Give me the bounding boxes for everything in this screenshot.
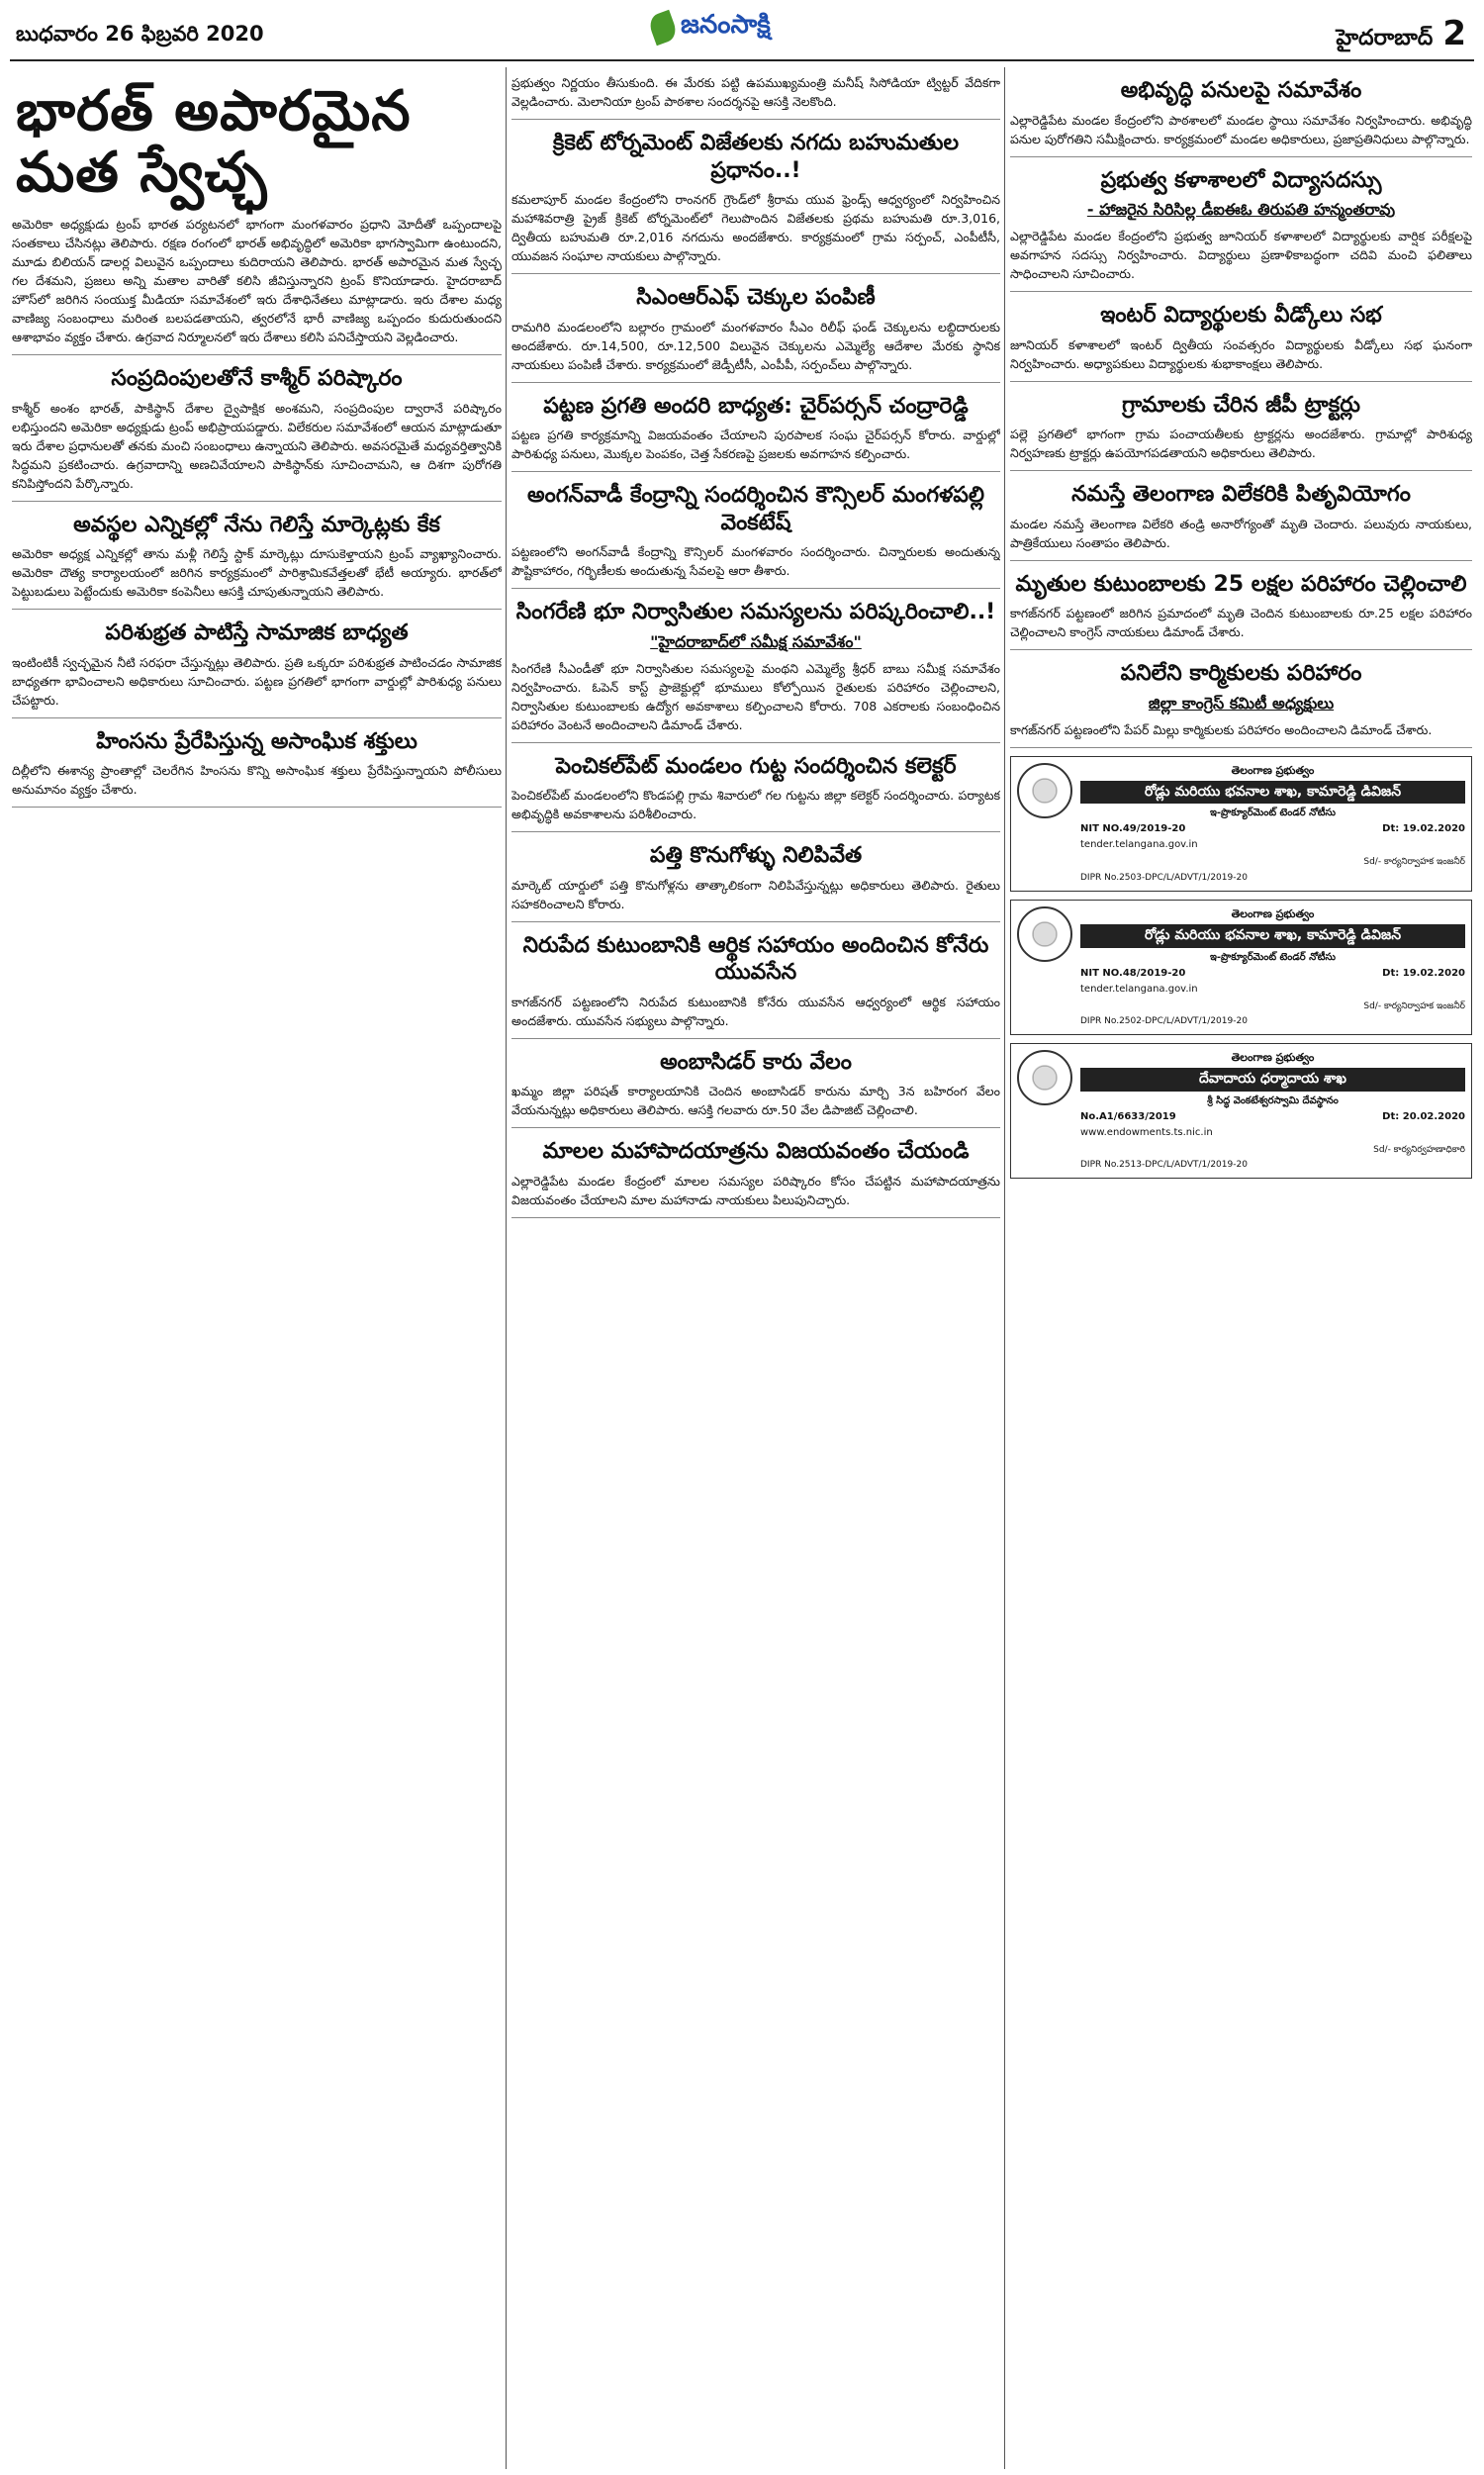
- article: [511, 922, 1000, 1039]
- article: [1010, 650, 1472, 748]
- logo: [651, 6, 849, 49]
- article-headline: అభివృద్ధి పనులపై సమావేశం: [1120, 78, 1362, 103]
- article-headline: అవస్థల ఎన్నికల్లో నేను గెలిస్తే మార్కెట్లకు కేక: [73, 512, 440, 537]
- govt-emblem-icon: [1017, 906, 1072, 962]
- article-headline: నమస్తే తెలంగాణ విలేకరికి పితృవియోగం: [1071, 482, 1411, 507]
- masthead: [10, 0, 1474, 61]
- article-headline: క్రికెట్ టోర్నమెంట్ విజేతలకు నగదు బహుమతుల ప్రధానం..!: [552, 131, 960, 183]
- tender-advertisement: [1010, 900, 1472, 1035]
- ad-date: Dt: 20.02.2020: [1382, 1110, 1465, 1122]
- article: [1010, 561, 1472, 651]
- ad-subtitle: శ్రీ సిద్ధ వెంకటేశ్వరస్వామి దేవస్థానం: [1207, 1095, 1339, 1106]
- article: [1010, 471, 1472, 561]
- logo-text: జనంసాక్షి: [681, 10, 771, 40]
- article: [12, 718, 502, 809]
- issue-date: బుధవారం 26 ఫిబ్రవరి 2020: [16, 22, 264, 46]
- article: [511, 120, 1000, 274]
- article-body: రామగిరి మండలంలోని బల్లారం గ్రామంలో మంగళవారం సీఎం రిలీఫ్ ఫండ్ చెక్కులను లబ్ధిదారులకు అందజేశారు. రూ.14,500, రూ.12,500 విలువైన చెక్కులను ఎమ్మెల్యే ఆదేశాల మేరకు స్థానిక నాయకులు పంపిణీ చేశారు. కార్యక్రమంలో జెడ్పీటీసీ, ఎంపీపీ, సర్పంచ్‌లు పాల్గొన్నారు.: [511, 319, 1000, 372]
- article: [511, 743, 1000, 833]
- tender-advertisement: [1010, 1043, 1472, 1179]
- article: [511, 832, 1000, 922]
- article-headline: పత్తి కొనుగోళ్ళు నిలిపివేత: [649, 843, 863, 868]
- article-body: జూనియర్ కళాశాలలో ఇంటర్ ద్వితీయ సంవత్సరం విద్యార్థులకు వీడ్కోలు సభ ఘనంగా నిర్వహించారు. అధ్యాపకులు విద్యార్థులకు శుభాకాంక్షలు తెలిపారు.: [1010, 336, 1472, 371]
- article: [511, 67, 1000, 120]
- ad-subtitle: ఇ-ప్రొక్యూర్‌మెంట్ టెండర్ నోటీసు: [1209, 951, 1337, 963]
- leaf-logo-icon: [647, 10, 680, 46]
- ad-signature: Sd/- కార్యనిర్వాహక ఇంజనీర్: [1363, 857, 1465, 868]
- article-body: ఎల్లారెడ్డిపేట మండల కేంద్రంలోని పాఠశాలలో మండల స్థాయి సమావేశం నిర్వహించారు. అభివృద్ధి పనుల పురోగతిని సమీక్షించారు. కార్యక్రమంలో మండల అధికారులు, ప్రజాప్రతినిధులు పాల్గొన్నారు.: [1010, 112, 1472, 146]
- article-body: పట్టణ ప్రగతి కార్యక్రమాన్ని విజయవంతం చేయాలని పురపాలక సంఘ చైర్‌పర్సన్ కోరారు. వార్డుల్లో పారిశుధ్య పనులు, మొక్కల పెంపకం, చెత్త సేకరణపై ప్రజలకు అవగాహన కల్పించారు.: [511, 428, 1000, 461]
- ad-department: తెలంగాణ ప్రభుత్వం: [1231, 1050, 1315, 1064]
- article-body: దిల్లీలోని ఈశాన్య ప్రాంతాల్లో చెలరేగిన హింసను కొన్ని అసాంఘిక శక్తులు ప్రేరేపిస్తున్నాయని పోలీసులు అనుమానం వ్యక్తం చేశారు.: [12, 763, 502, 798]
- article-body: ఖమ్మం జిల్లా పరిషత్ కార్యాలయానికి చెందిన అంబాసిడర్ కారును మార్చి 3న బహిరంగ వేలం వేయనున్నట్లు అధికారులు తెలిపారు. ఆసక్తి గలవారు రూ.50 వేల డిపాజిట్ చెల్లించాలి.: [511, 1084, 1000, 1117]
- article-subheadline: జిల్లా కాంగ్రెస్ కమిటీ అధ్యక్షులు: [1148, 693, 1335, 713]
- ad-date: Dt: 19.02.2020: [1382, 823, 1465, 835]
- page-info: [1336, 14, 1466, 55]
- column-3: [1010, 67, 1472, 2469]
- article-headline: ప్రభుత్వ కళాశాలలో విద్యాసదస్సు: [1100, 167, 1382, 193]
- ad-dipr: DIPR No.2502-DPC/L/ADVT/1/2019-20: [1080, 1016, 1248, 1027]
- column-2: [511, 67, 1000, 2469]
- article-body: కాగజ్‌నగర్ పట్టణంలోని పేపర్ మిల్లు కార్మికులకు పరిహారం అందించాలని డిమాండ్ చేశారు.: [1010, 721, 1433, 737]
- ad-website: tender.telangana.gov.in: [1080, 839, 1198, 851]
- article: [12, 355, 502, 502]
- article-headline: పరిశుభ్రత పాటిస్తే సామాజిక బాధ్యత: [105, 620, 409, 646]
- article-body: అమెరికా అధ్యక్షుడు ట్రంప్ భారత పర్యటనలో భాగంగా మంగళవారం ప్రధాని మోదీతో ఒప్పందాలపై సంతకాలు చేసినట్లు తెలిపారు. రక్షణ రంగంలో భారత్ అభివృద్ధిలో అమెరికా భాగస్వామిగా ఉంటుందని, మూడు బిలియన్ డాలర్ల విలువైన ఒప్పందాలు కుదిరాయని తెలిపారు. భారత్ అపారమైన మత స్వేచ్ఛ గల దేశమని, ప్రజలు అన్ని మతాల వారితో కలిసి జీవిస్తున్నారని ట్రంప్ కొనియాడారు. హైదరాబాద్ హౌస్‌లో జరిగిన సంయుక్త మీడియా సమావేశంలో ఇరు దేశాధినేతలు మాట్లాడారు. ఇరు దేశాల మధ్య వాణిజ్య సంబంధాలు మరింత బలపడతాయని, త్వరలోనే భారీ వాణిజ్య ఒప్పందం కుదురుతుందని ఆశాభావం వ్యక్తం చేశారు. ఉగ్రవాద నిర్మూలనలో ఇరు దేశాలు కలిసి పనిచేస్తాయని వెల్లడించారు.: [12, 217, 502, 345]
- article-body: సింగరేణి సీఎండీతో భూ నిర్వాసితుల సమస్యలపై మంథని ఎమ్మెల్యే శ్రీధర్ బాబు సమీక్ష సమావేశం నిర్వహించారు. ఓపెన్ కాస్ట్ ప్రాజెక్టుల్లో భూములు కోల్పోయిన రైతులకు పరిహారం చెల్లించాలని, నిర్వాసితుల కుటుంబాలకు ఉద్యోగ అవకాశాలు కల్పించాలని కోరారు. 708 ఎకరాలకు సంబంధించిన పరిహారం వెంటనే అందించాలని డిమాండ్ చేశారు.: [511, 660, 1000, 732]
- ad-signature: Sd/- కార్యనిర్వహణాధికారి: [1373, 1144, 1465, 1155]
- lead-story: [12, 67, 502, 355]
- article-body: ఎల్లారెడ్డిపేట మండల కేంద్రంలో మాలల సమస్యల పరిష్కారం కోసం చేపట్టిన మహాపాదయాత్రను విజయవంతం చేయాలని మాల మహానాడు నాయకులు పిలుపునిచ్చారు.: [511, 1173, 1000, 1207]
- article-headline: గ్రామాలకు చేరిన జీపీ ట్రాక్టర్లు: [1122, 392, 1360, 418]
- article: [12, 610, 502, 718]
- article-headline: పట్టణ ప్రగతి అందరి బాధ్యత: చైర్‌పర్సన్ చంద్రారెడ్డి: [543, 393, 969, 419]
- page-number: 2: [1442, 14, 1466, 53]
- article-body: అమెరికా అధ్యక్ష ఎన్నికల్లో తాను మళ్లీ గెలిస్తే స్టాక్ మార్కెట్లు దూసుకెళ్తాయని ట్రంప్ వ్యాఖ్యానించారు. అమెరికా దౌత్య కార్యాలయంలో జరిగిన కార్యక్రమంలో పారిశ్రామికవేత్తలతో భేటీ అయ్యారు. భారత్‌లో పెట్టుబడులు పెట్టేందుకు అమెరికా కంపెనీలు ఆసక్తి చూపుతున్నాయని తెలిపారు.: [12, 546, 502, 600]
- ad-website: www.endowments.ts.nic.in: [1080, 1126, 1213, 1138]
- article-headline: సింగరేణి భూ నిర్వాసితుల సమస్యలను పరిష్కరించాలి..!: [515, 600, 996, 624]
- article-body: పట్టణంలోని అంగన్‌వాడీ కేంద్రాన్ని కౌన్సిలర్ మంగళవారం సందర్శించారు. చిన్నారులకు అందుతున్న పౌష్టికాహారం, గర్భిణీలకు అందుతున్న సేవలపై ఆరా తీశారు.: [511, 544, 1000, 578]
- article-headline: అంగన్‌వాడీ కేంద్రాన్ని సందర్శించిన కౌన్సిలర్ మంగళపల్లి వెంకటేష్: [526, 483, 985, 535]
- article-headline: సిఎంఆర్ఎఫ్ చెక్కుల పంపిణీ: [636, 285, 876, 310]
- article: [511, 383, 1000, 473]
- ad-website: tender.telangana.gov.in: [1080, 983, 1198, 995]
- article: [1010, 382, 1472, 472]
- article: [511, 1128, 1000, 1218]
- column-1: [12, 67, 502, 2469]
- ad-nit: No.A1/6633/2019: [1080, 1110, 1176, 1122]
- ad-date: Dt: 19.02.2020: [1382, 967, 1465, 979]
- article-headline: ఇంటర్ విద్యార్థులకు వీడ్కోలు సభ: [1100, 303, 1382, 328]
- edition-city: హైదరాబాద్: [1336, 26, 1434, 50]
- article-body: కాశ్మీర్ అంశం భారత్, పాకిస్థాన్ దేశాల ద్వైపాక్షిక అంశమని, సంప్రదింపుల ద్వారానే పరిష్కారం లభిస్తుందని అమెరికా అధ్యక్షుడు ట్రంప్ అభిప్రాయపడ్డారు. విలేకరుల సమావేశంలో ఆయన మాట్లాడుతూ ఇరు దేశాల ప్రధానులతో తనకు మంచి సంబంధాలు ఉన్నాయని తెలిపారు. అవసరమైతే మధ్యవర్తిత్వానికి సిద్ధమని ప్రకటించారు. ఉగ్రవాదాన్ని అణచివేయాలని పాకిస్థాన్‌కు సూచించామని, ఆ దిశగా పురోగతి కనిపిస్తోందని పేర్కొన్నారు.: [12, 400, 502, 491]
- article-body: ఇంటింటికీ స్వచ్ఛమైన నీటి సరఫరా చేస్తున్నట్లు తెలిపారు. ప్రతి ఒక్కరూ పరిశుభ్రత పాటించడం సామాజిక బాధ్యతగా భావించాలని అధికారులు సూచించారు. పట్టణ ప్రగతిలో భాగంగా వార్డుల్లో పారిశుధ్య పనులు చేపట్టారు.: [12, 654, 502, 708]
- ad-dipr: DIPR No.2513-DPC/L/ADVT/1/2019-20: [1080, 1160, 1248, 1171]
- article-subheadline: "హైదరాబాద్‌లో సమీక్ష సమావేశం": [650, 631, 862, 651]
- article-body: పల్లె ప్రగతిలో భాగంగా గ్రామ పంచాయతీలకు ట్రాక్టర్లను అందజేశారు. గ్రామాల్లో పారిశుధ్య నిర్వహణకు ట్రాక్టర్లు ఉపయోగపడతాయని అధికారులు తెలిపారు.: [1010, 427, 1472, 460]
- ad-title: రోడ్లు మరియు భవనాల శాఖ, కామారెడ్డి డివిజన్: [1080, 924, 1465, 948]
- ad-nit: NIT NO.49/2019-20: [1080, 823, 1186, 835]
- lead-headline: భారత్ అపారమైన మత స్వేచ్ఛ: [16, 79, 412, 205]
- tender-advertisement: [1010, 756, 1472, 892]
- article-body: ప్రభుత్వం నిర్ణయం తీసుకుంది. ఈ మేరకు పట్టి ఉపముఖ్యమంత్రి మనీష్ సిసోడియా ట్విట్టర్ వేదికగా వెల్లడించారు. మెలానియా ట్రంప్ పాఠశాల సందర్శనపై ఆసక్తి నెలకొంది.: [511, 75, 1000, 109]
- ad-title: రోడ్లు మరియు భవనాల శాఖ, కామారెడ్డి డివిజన్: [1080, 781, 1465, 805]
- article: [12, 502, 502, 611]
- column-divider: [506, 67, 507, 2469]
- article: [511, 1039, 1000, 1129]
- govt-emblem-icon: [1017, 1050, 1072, 1105]
- article-headline: మాలల మహాపాదయాత్రను విజయవంతం చేయండి: [542, 1139, 970, 1164]
- article-headline: నిరుపేద కుటుంబానికి ఆర్థిక సహాయం అందించిన కోనేరు యువసేన: [522, 932, 989, 985]
- article-body: కమలాపూర్ మండల కేంద్రంలోని రాంనగర్ గ్రౌండ్‌లో శ్రీరామ యువ ఫ్రెండ్స్ ఆధ్వర్యంలో నిర్వహించిన మహాశివరాత్రి ప్రైజ్ క్రికెట్ టోర్నమెంట్‌లో గెలుపొందిన విజేతలకు ప్రథమ బహుమతి రూ.3,016, ద్వితీయ బహుమతి రూ.2,016 నగదును అందజేశారు. కార్యక్రమంలో గ్రామ సర్పంచ్, ఎంపీటీసీ, యువజన సంఘాల నాయకులు పాల్గొన్నారు.: [511, 192, 1000, 263]
- article-headline: అంబాసిడర్ కారు వేలం: [660, 1049, 852, 1075]
- article-body: మండల నమస్తే తెలంగాణ విలేకరి తండ్రి అనారోగ్యంతో మృతి చెందారు. పలువురు నాయకులు, పాత్రికేయులు సంతాపం తెలిపారు.: [1010, 516, 1472, 550]
- article-headline: హింసను ప్రేరేపిస్తున్న అసాంఘిక శక్తులు: [96, 728, 417, 754]
- article-subheadline: - హాజరైన సిరిసిల్ల డీఐఈఓ తిరుపతి హన్మంతరావు: [1086, 200, 1396, 219]
- ad-dipr: DIPR No.2503-DPC/L/ADVT/1/2019-20: [1080, 873, 1248, 884]
- ad-title: దేవాదాయ ధర్మాదాయ శాఖ: [1080, 1068, 1465, 1092]
- article-body: పెంచికల్‌పేట్ మండలంలోని కొండపల్లి గ్రామ శివారులో గల గుట్టను జిల్లా కలెక్టర్ సందర్శించారు. పర్యాటక అభివృద్ధికి అవకాశాలను పరిశీలించారు.: [511, 788, 1000, 821]
- govt-emblem-icon: [1017, 763, 1072, 818]
- article: [1010, 67, 1472, 157]
- article-body: కాగజ్‌నగర్ పట్టణంలోని నిరుపేద కుటుంబానికి కోనేరు యువసేన ఆధ్వర్యంలో ఆర్థిక సహాయం అందజేశారు. యువసేన సభ్యులు పాల్గొన్నారు.: [511, 994, 1000, 1028]
- article-headline: మృతుల కుటుంబాలకు 25 లక్షల పరిహారం చెల్లించాలి: [1015, 571, 1467, 597]
- article-headline: సంప్రదింపులతోనే కాశ్మీర్ పరిష్కారం: [111, 366, 403, 392]
- article: [1010, 157, 1472, 293]
- article-body: మార్కెట్ యార్డులో పత్తి కొనుగోళ్లను తాత్కాలికంగా నిలిపివేస్తున్నట్లు అధికారులు తెలిపారు. రైతులు సహకరించాలని కోరారు.: [511, 877, 1000, 911]
- article-body: కాగజ్‌నగర్ పట్టణంలో జరిగిన ప్రమాదంలో మృతి చెందిన కుటుంబాలకు రూ.25 లక్షల పరిహారం చెల్లించాలని కాంగ్రెస్ నాయకులు డిమాండ్ చేశారు.: [1010, 606, 1472, 639]
- article-body: ఎల్లారెడ్డిపేట మండల కేంద్రంలోని ప్రభుత్వ జూనియర్ కళాశాలలో విద్యార్థులకు వార్షిక పరీక్షలపై అవగాహన సదస్సు నిర్వహించారు. విద్యార్థులు ప్రణాళికాబద్ధంగా చదివి మంచి ఫలితాలు సాధించాలని సూచించారు.: [1010, 229, 1472, 281]
- ad-nit: NIT NO.48/2019-20: [1080, 967, 1186, 979]
- ad-department: తెలంగాణ ప్రభుత్వం: [1231, 906, 1315, 920]
- article-headline: పెంచికల్‌పేట్ మండలం గుట్ట సందర్శించిన కలెక్టర్: [555, 753, 957, 779]
- column-divider: [1004, 67, 1005, 2469]
- ad-subtitle: ఇ-ప్రొక్యూర్‌మెంట్ టెండర్ నోటీసు: [1209, 808, 1337, 819]
- article: [1010, 292, 1472, 382]
- ad-signature: Sd/- కార్యనిర్వాహక ఇంజనీర్: [1363, 1000, 1465, 1011]
- article: [511, 472, 1000, 589]
- article: [511, 274, 1000, 383]
- article: [511, 589, 1000, 743]
- article-headline: పనిలేని కార్మికులకు పరిహారం: [1120, 661, 1362, 686]
- ad-department: తెలంగాణ ప్రభుత్వం: [1231, 763, 1315, 777]
